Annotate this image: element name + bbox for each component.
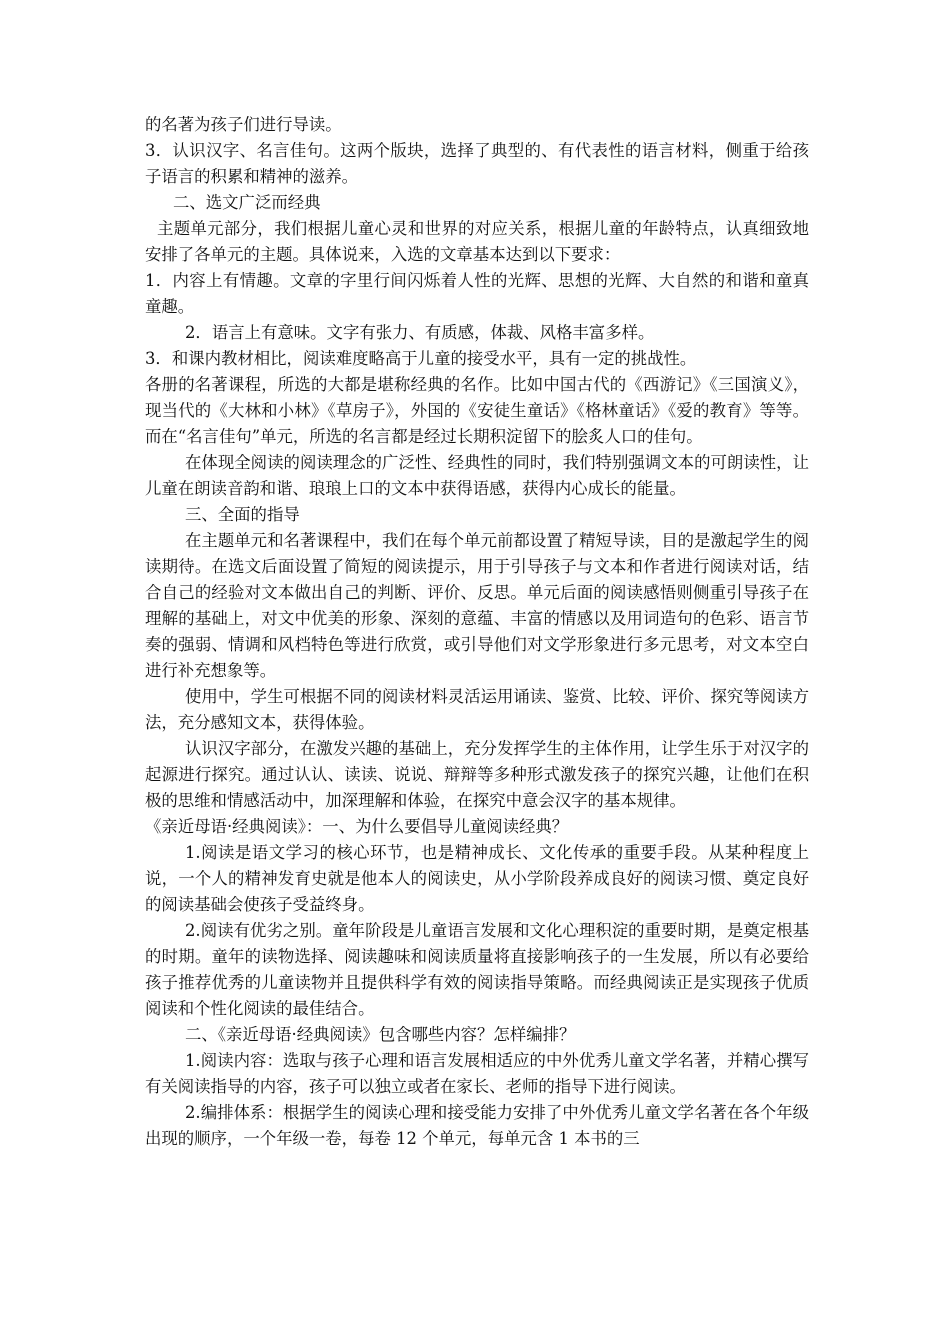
paragraph: 1.阅读是语文学习的核心环节，也是精神成长、文化传承的重要手段。从某种程度上说，一个人的精神发育史就是他本人的阅读史，从小学阶段养成良好的阅读习惯、奠定良好的阅读基础会使孩子受益终身。 xyxy=(145,843,809,914)
paragraph: 2.编排体系：根据学生的阅读心理和接受能力安排了中外优秀儿童文学名著在各个年级出现的顺序，一个年级一卷，每卷 12 个单元，每单元含 1 本书的三 xyxy=(145,1103,809,1148)
paragraph: 1.阅读内容：选取与孩子心理和语言发展相适应的中外优秀儿童文学名著，并精心撰写有关阅读指导的内容，孩子可以独立或者在家长、老师的指导下进行阅读。 xyxy=(145,1051,809,1096)
paragraph: 2．语言上有意味。文字有张力、有质感，体裁、风格丰富多样。 xyxy=(185,323,655,342)
section-heading: 二、《亲近母语·经典阅读》包含哪些内容？怎样编排？ xyxy=(185,1025,576,1044)
section-heading: 三、全面的指导 xyxy=(185,505,300,524)
paragraph: 3．认识汉字、名言佳句。这两个版块，选择了典型的、有代表性的语言材料，侧重于给孩子语言的积累和精神的滋养。 xyxy=(145,141,809,186)
paragraph: 使用中，学生可根据不同的阅读材料灵活运用诵读、鉴赏、比较、评价、探究等阅读方法，充分感知文本，获得体验。 xyxy=(145,687,809,732)
section-heading: 《亲近母语·经典阅读》：一、为什么要倡导儿童阅读经典？ xyxy=(145,817,569,836)
paragraph: 主题单元部分，我们根据儿童心灵和世界的对应关系，根据儿童的年龄特点，认真细致地安排了各单元的主题。具体说来，入选的文章基本达到以下要求： xyxy=(145,219,809,264)
paragraph: 在体现全阅读的阅读理念的广泛性、经典性的同时，我们特别强调文本的可朗读性，让儿童在朗读音韵和谐、琅琅上口的文本中获得语感，获得内心成长的能量。 xyxy=(145,453,809,498)
section-heading: 二、选文广泛而经典 xyxy=(173,193,321,212)
paragraph: 2.阅读有优劣之别。童年阶段是儿童语言发展和文化心理积淀的重要时期，是奠定根基的时期。童年的读物选择、阅读趣味和阅读质量将直接影响孩子的一生发展，所以有必要给孩子推荐优秀的儿童读物并且提供科学有效的阅读指导策略。而经典阅读正是实现孩子优质阅读和个性化阅读的最佳结合。 xyxy=(145,921,809,1018)
paragraph: 1．内容上有情趣。文章的字里行间闪烁着人性的光辉、思想的光辉、大自然的和谐和童真童趣。 xyxy=(145,271,809,316)
document-page xyxy=(145,112,809,1152)
paragraph: 3．和课内教材相比，阅读难度略高于儿童的接受水平，具有一定的挑战性。 xyxy=(145,349,697,368)
paragraph: 各册的名著课程，所选的大都是堪称经典的名作。比如中国古代的《西游记》《三国演义》，现当代的《大林和小林》《草房子》，外国的《安徒生童话》《格林童话》《爱的教育》等等。而在“名言佳句”单元，所选的名言都是经过长期积淀留下的脍炙人口的佳句。 xyxy=(145,375,809,446)
paragraph: 在主题单元和名著课程中，我们在每个单元前都设置了精短导读，目的是激起学生的阅读期待。在选文后面设置了简短的阅读提示，用于引导孩子与文本和作者进行阅读对话，结合自己的经验对文本做出自己的判断、评价、反思。单元后面的阅读感悟则侧重引导孩子在理解的基础上，对文中优美的形象、深刻的意蕴、丰富的情感以及用词造句的色彩、语言节奏的强弱、情调和风档特色等进行欣赏，或引导他们对文学形象进行多元思考，对文本空白进行补充想象等。 xyxy=(145,531,809,680)
paragraph: 的名著为孩子们进行导读。 xyxy=(145,115,342,134)
paragraph: 认识汉字部分，在激发兴趣的基础上，充分发挥学生的主体作用，让学生乐于对汉字的起源进行探究。通过认认、读读、说说、辩辩等多种形式激发孩子的探究兴趣，让他们在积极的思维和情感活动中，加深理解和体验，在探究中意会汉字的基本规律。 xyxy=(145,739,809,810)
